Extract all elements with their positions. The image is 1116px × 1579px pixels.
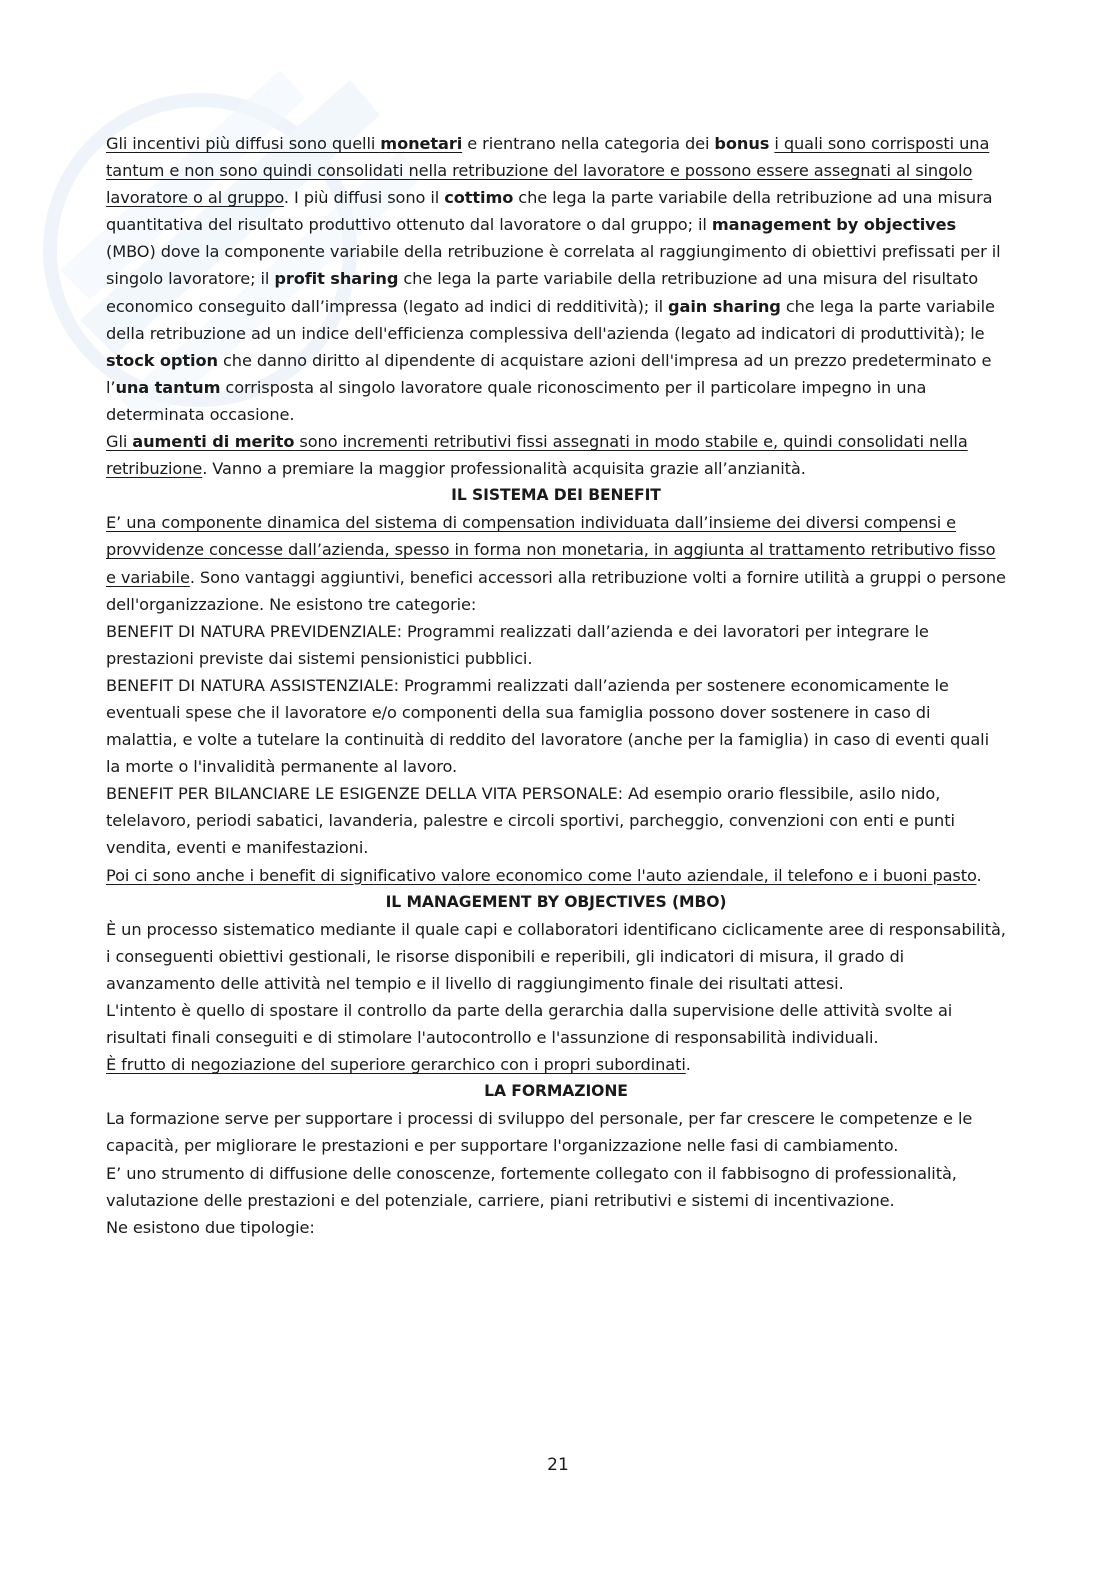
paragraph-aumenti-merito xyxy=(106,428,1006,482)
bold-term-bonus: bonus xyxy=(714,134,770,153)
text-span: . Vanno a premiare la maggior professionalità acquisita grazie all’anzianità. xyxy=(202,459,806,479)
paragraph-benefit-valore xyxy=(106,862,1006,889)
text-span: Gli incentivi più diffusi sono quelli xyxy=(106,134,381,153)
bold-term-gain-sharing: gain sharing xyxy=(668,296,781,316)
text-span: corrisposta al singolo lavoratore quale riconoscimento per il particolare impegno in una determinata occasione. xyxy=(106,377,927,424)
paragraph-benefit-previdenziale: BENEFIT DI NATURA PREVIDENZIALE: Programmi realizzati dall’azienda e dei lavoratori per integrare le prestazioni previste dai sistemi pensionistici pubblici. xyxy=(106,621,929,668)
paragraph-formazione-1: La formazione serve per supportare i processi di sviluppo del personale, per far crescere le competenze e le capacità, per migliorare le prestazioni e per supportare l'organizzazione nelle fasi di cambiamento. xyxy=(106,1109,973,1156)
text-span: . I più diffusi sono il xyxy=(283,188,445,208)
text-span: e rientrano nella categoria dei xyxy=(462,134,715,153)
underlined-text: È frutto di negoziazione del superiore gerarchico con i propri subordinati xyxy=(106,1055,686,1075)
text-span: che lega la parte variabile della retribuzione ad una misura quantitativa del risultato produttivo ottenuto dal lavoratore o dal gruppo; il xyxy=(106,188,993,235)
page-number: 21 xyxy=(547,1455,569,1475)
bold-term-stock-option: stock option xyxy=(106,350,218,370)
text-span: che lega la parte variabile della retribuzione ad una misura del risultato economico conseguito dall’impressa (legato ad indici di redditività); il xyxy=(106,269,979,316)
paragraph-formazione-3: Ne esistono due tipologie: xyxy=(106,1217,315,1237)
heading-sistema-benefit: IL SISTEMA DEI BENEFIT xyxy=(451,486,661,505)
paragraph-mbo-2: L'intento è quello di spostare il controllo da parte della gerarchia dalla supervisione delle attività svolte ai risultati finali conseguiti e di stimolare l'autocontrollo e l'assunzione di responsabilità individuali. xyxy=(106,1001,953,1048)
underlined-text: Poi ci sono anche i benefit di significativo valore economico come l'auto aziendale, il telefono e i buoni pasto xyxy=(106,865,977,885)
underlined-text: i quali sono corrisposti una tantum e non sono quindi consolidati nella retribuzione del lavoratore e possono essere assegnati al singolo lavoratore o al gruppo xyxy=(106,134,990,208)
heading-formazione: LA FORMAZIONE xyxy=(484,1082,628,1101)
paragraph-benefit-assistenziale: BENEFIT DI NATURA ASSISTENZIALE: Programmi realizzati dall’azienda per sostenere economicamente le eventuali spese che il lavoratore e/o componenti della sua famiglia possono dover sostenere in caso di malattia, e volte a tutelare la continuità di reddito del lavoratore (anche per la famiglia) in caso di eventi quali la morte o l'invalidità permanente al lavoro. xyxy=(106,675,989,777)
bold-term-mbo: management by objectives xyxy=(711,215,957,235)
text-span: . xyxy=(685,1055,691,1075)
paragraph-formazione-2: E’ uno strumento di diffusione delle conoscenze, fortemente collegato con il fabbisogno di professionalità, valutazione delle prestazioni e del potenziale, carriere, piani retributivi e sistemi di incentivazione. xyxy=(106,1163,957,1210)
text-span: . xyxy=(976,865,982,885)
text-span: . Sono vantaggi aggiuntivi, benefici accessori alla retribuzione volti a fornire utilità a gruppi o persone dell'organizzazione. Ne esistono tre categorie: xyxy=(106,567,1006,614)
paragraph-benefit-intro xyxy=(106,509,1006,617)
text-span: (MBO) dove la componente variabile della retribuzione è correlata al raggiungimento di obiettivi prefissati per il singolo lavoratore; il xyxy=(106,242,1001,289)
bold-term-una-tantum: una tantum xyxy=(115,377,221,397)
heading-mbo: IL MANAGEMENT BY OBJECTIVES (MBO) xyxy=(385,892,727,911)
underlined-text: Gli xyxy=(106,432,133,452)
paragraph-mbo-1: È un processo sistematico mediante il quale capi e collaboratori identificano ciclicamente aree di responsabilità, i conseguenti obiettivi gestionali, le risorse disponibili e reperibili, gli indicatori di misura, il grado di avanzamento delle attività nel tempio e il livello di raggiungimento finale dei risultati attesi. xyxy=(106,919,1006,993)
underlined-text: E’ una componente dinamica del sistema di compensation individuata dall’insieme dei diversi compensi e provvidenze concesse dall’azienda, spesso in forma non monetaria, in aggiunta al trattamento retributivo fisso e variabile xyxy=(106,513,996,587)
text-span: che lega la parte variabile della retribuzione ad un indice dell'efficienza complessiva dell'azienda (legato ad indicatori di produttività); le xyxy=(106,296,995,343)
paragraph-benefit-vita-personale: BENEFIT PER BILANCIARE LE ESIGENZE DELLA VITA PERSONALE: Ad esempio orario flessibile, asilo nido, telelavoro, periodi sabatici, lavanderia, palestre e circoli sportivi, parcheggio, convenzioni con enti e punti vendita, eventi e manifestazioni. xyxy=(106,784,955,858)
document-page xyxy=(106,130,1006,1241)
bold-term-aumenti-merito: aumenti di merito xyxy=(132,432,295,452)
bold-term-profit-sharing: profit sharing xyxy=(274,269,399,289)
bold-term-monetari: monetari xyxy=(380,134,463,153)
bold-term-cottimo: cottimo xyxy=(444,188,514,208)
text-span: che danno diritto al dipendente di acquistare azioni dell'impresa ad un prezzo predeterminato e l’ xyxy=(106,350,992,397)
paragraph-incentivi xyxy=(106,130,1006,428)
underlined-text: sono incrementi retributivi fissi assegnati in modo stabile e, quindi consolidati nella retribuzione xyxy=(106,432,968,479)
paragraph-mbo-3 xyxy=(106,1051,1006,1078)
